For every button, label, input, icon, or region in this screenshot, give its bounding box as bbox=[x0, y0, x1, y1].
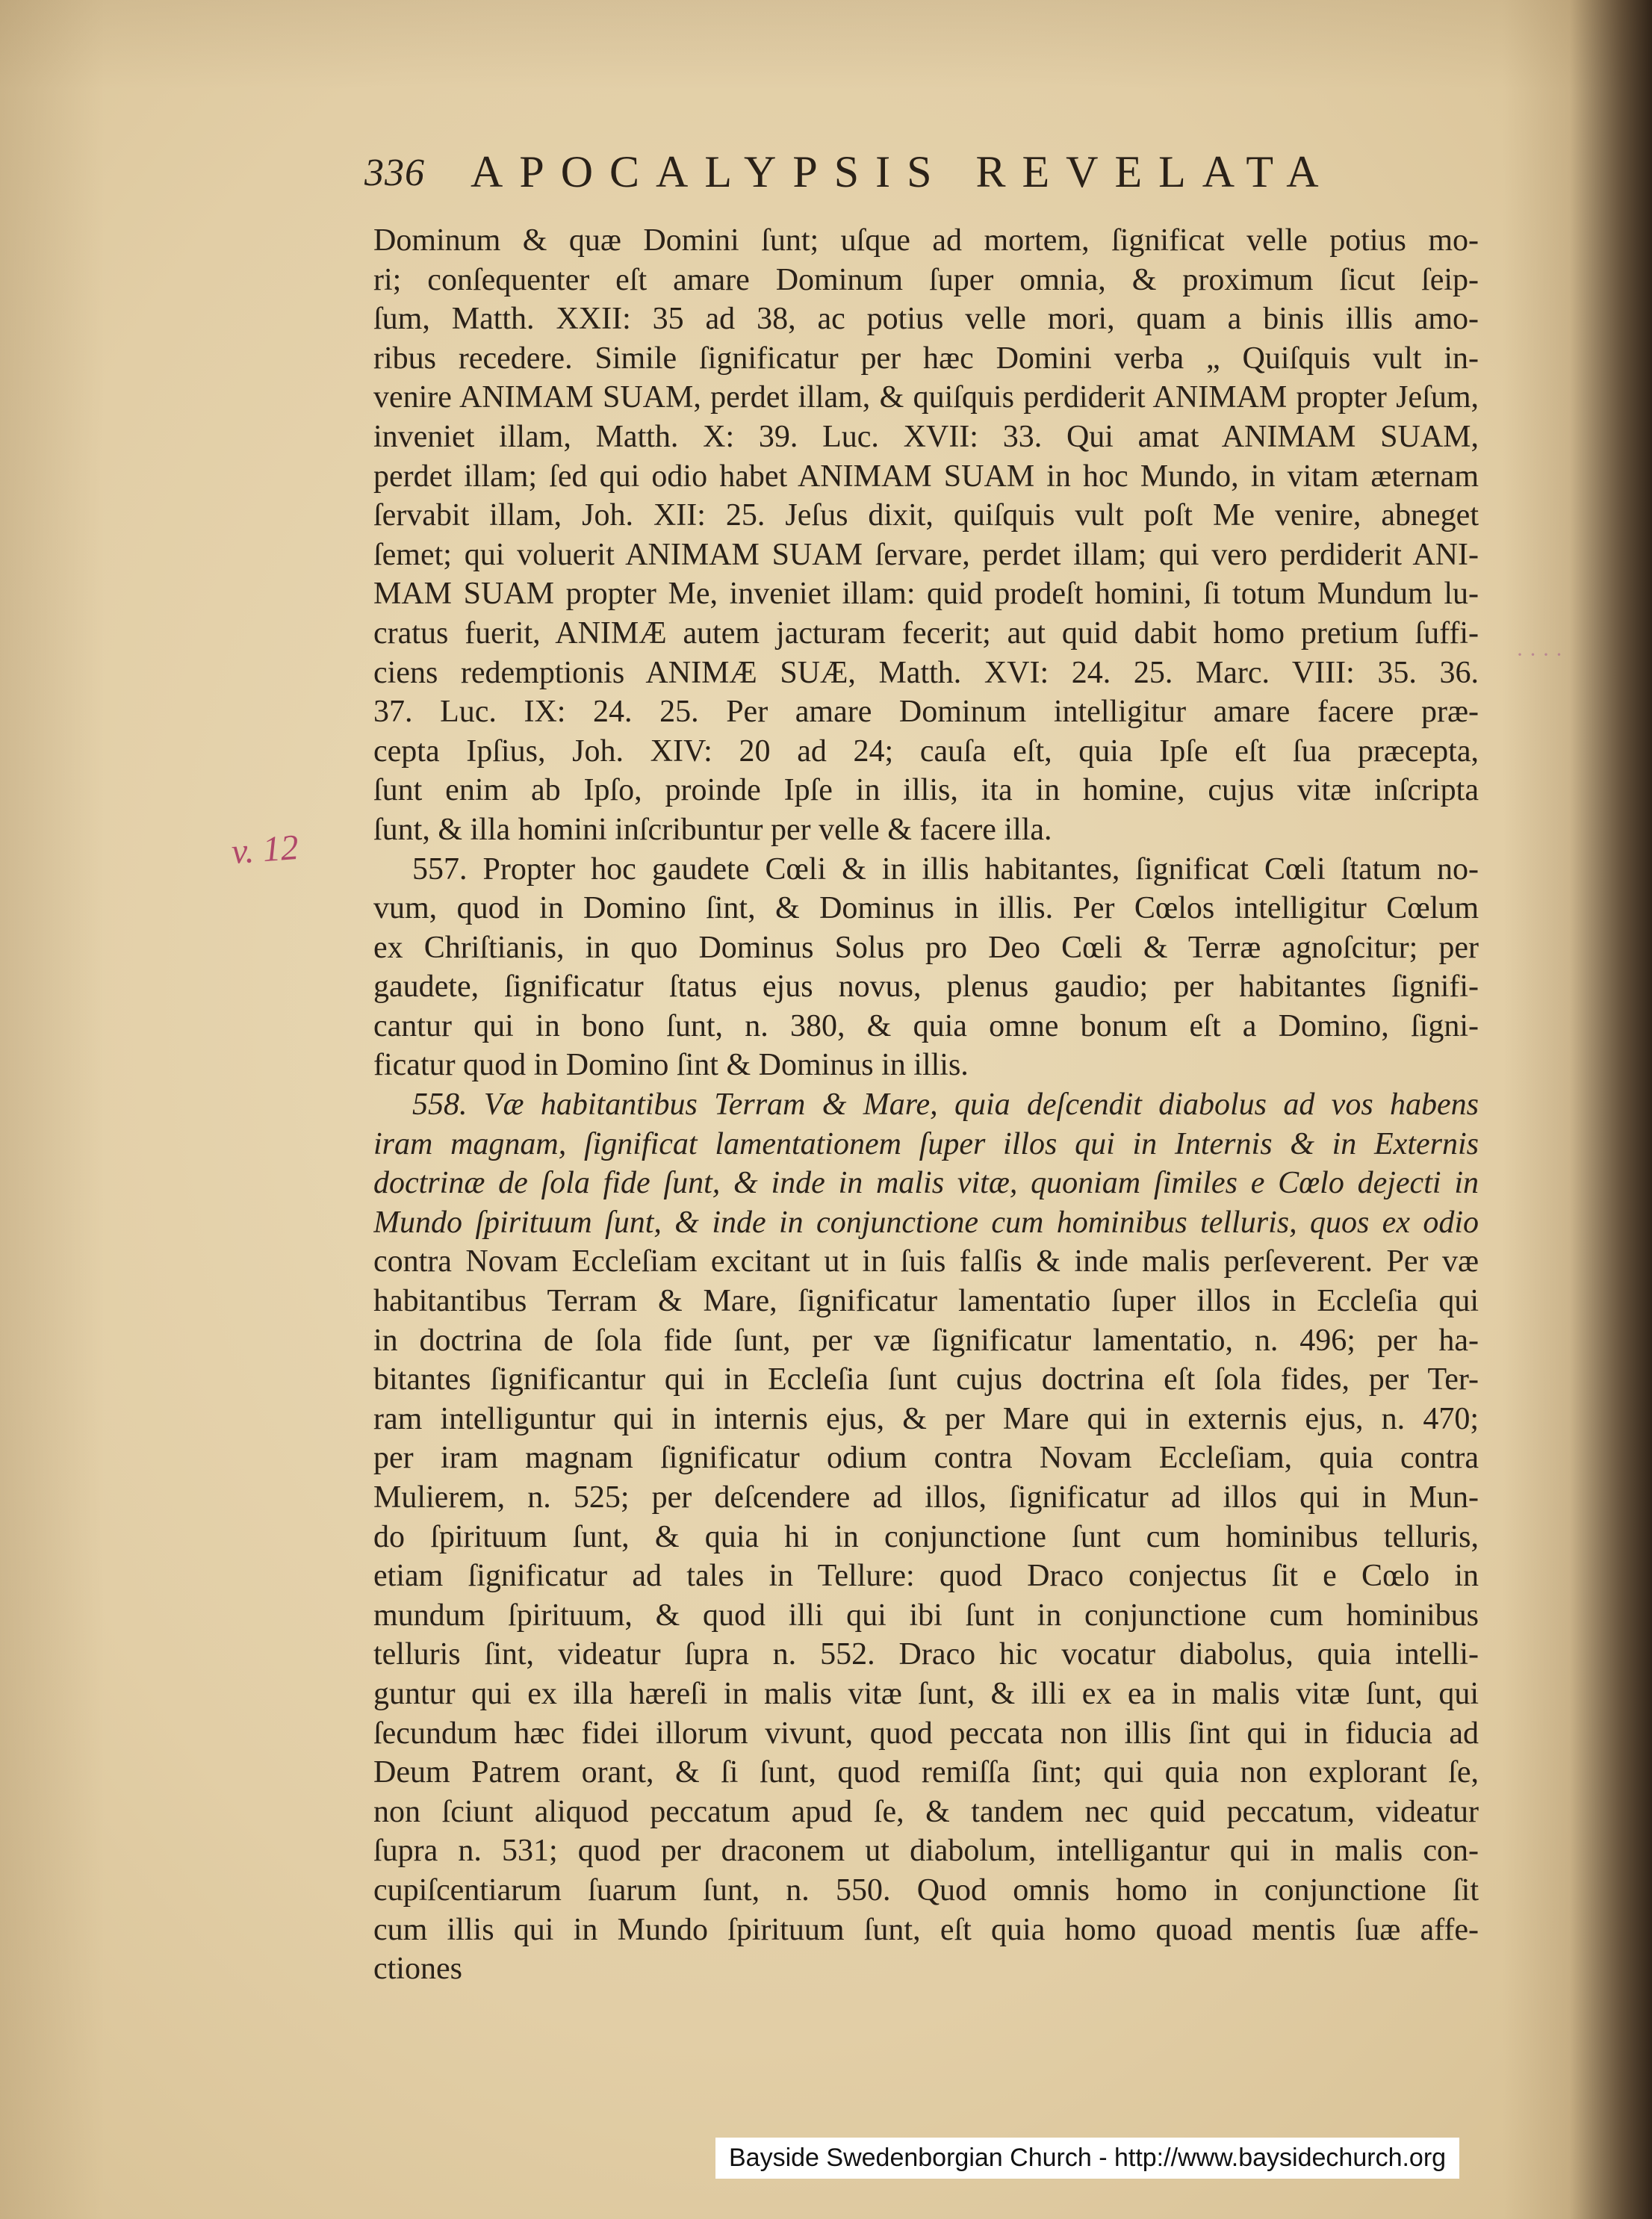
text-line: cratus fuerit, ANIMÆ autem jacturam fecerit; aut quid dabit homo pretium ſuffi- bbox=[373, 615, 1479, 651]
text-line: ſunt enim ab Ipſo, proinde Ipſe in illis, ita in homine, cujus vitæ inſcripta bbox=[373, 773, 1479, 808]
text-line: ſupra n. 531; quod per draconem ut diabolum, intelligantur qui in malis con- bbox=[373, 1834, 1479, 1869]
text-line: ri; conſequenter eſt amare Dominum ſuper omnia, & proximum ſicut ſeip- bbox=[373, 262, 1479, 297]
page-number: 336 bbox=[364, 152, 425, 194]
paragraph-558-start: 558. Væ habitantibus Terram & Mare, quia deſcendit diabolus ad vos habens bbox=[412, 1087, 1479, 1123]
text-line: ſecundum hæc fidei illorum vivunt, quod peccata non illis ſint qui in fiducia ad bbox=[373, 1716, 1479, 1751]
text-line: perdet illam; ſed qui odio habet ANIMAM SUAM in hoc Mundo, in vitam æternam bbox=[373, 459, 1479, 494]
text-line: ciens redemptionis ANIMÆ SUÆ, Matth. XVI: 24. 25. Marc. VIII: 35. 36. bbox=[373, 655, 1479, 690]
text-line: cantur qui in bono ſunt, n. 380, & quia omne bonum eſt a Domino, ſigni- bbox=[373, 1008, 1479, 1043]
text-line: etiam ſignificatur ad tales in Tellure: quod Draco conjectus ſit e Cœlo in bbox=[373, 1559, 1479, 1594]
body-text bbox=[373, 221, 1479, 2028]
text-line: habitantibus Terram & Mare, ſignificatur lamentatio ſuper illos in Eccleſia qui bbox=[373, 1284, 1479, 1319]
text-line: ram intelliguntur qui in internis ejus, & per Mare qui in externis ejus, n. 470; bbox=[373, 1401, 1479, 1436]
text-line: gaudete, ſignificatur ſtatus ejus novus, plenus gaudio; per habitantes ſignifi- bbox=[373, 969, 1479, 1005]
text-line: telluris ſint, videatur ſupra n. 552. Draco hic vocatur diabolus, quia intelli- bbox=[373, 1637, 1479, 1672]
text-line: bitantes ſignificantur qui in Eccleſia ſunt cujus doctrina eſt ſola fides, per Ter- bbox=[373, 1362, 1479, 1397]
text-line: guntur qui ex illa hæreſi in malis vitæ ſunt, & illi ex ea in malis vitæ ſunt, qui bbox=[373, 1676, 1479, 1711]
text-line: vum, quod in Domino ſint, & Dominus in illis. Per Cœlos intelligitur Cœlum bbox=[373, 891, 1479, 926]
handwritten-margin-note: v. 12 bbox=[230, 827, 300, 872]
text-line: Deum Patrem orant, & ſi ſunt, quod remiſſa ſint; qui quia non explorant ſe, bbox=[373, 1755, 1479, 1790]
text-line: cum illis qui in Mundo ſpirituum ſunt, eſt quia homo quoad mentis ſuæ affe- bbox=[373, 1912, 1479, 1947]
text-line: Dominum & quæ Domini ſunt; uſque ad mortem, ſignificat velle potius mo- bbox=[373, 223, 1479, 258]
footer-credit: Bayside Swedenborgian Church - http://www.baysidechurch.org bbox=[715, 2138, 1459, 2179]
text-line: cepta Ipſius, Joh. XIV: 20 ad 24; cauſa eſt, quia Ipſe eſt ſua præcepta, bbox=[373, 733, 1479, 769]
text-line: ſervabit illam, Joh. XII: 25. Jeſus dixit, quiſquis vult poſt Me venire, abneget bbox=[373, 498, 1479, 533]
paragraph-557-start: 557. Propter hoc gaudete Cœli & in illis habitantes, ſignificat Cœli ſtatum no- bbox=[412, 851, 1479, 887]
text-line: non ſciunt aliquod peccatum apud ſe, & tandem nec quid peccatum, videatur bbox=[373, 1794, 1479, 1829]
running-title: APOCALYPSIS REVELATA bbox=[471, 147, 1335, 196]
text-line: in doctrina de ſola fide ſunt, per væ ſignificatur lamentatio, n. 496; per ha- bbox=[373, 1323, 1479, 1358]
text-line: do ſpirituum ſunt, & quia hi in conjunctione ſunt cum hominibus telluris, bbox=[373, 1519, 1479, 1554]
marginal-ink-mark: · · · · bbox=[1516, 642, 1563, 667]
text-line: ſunt, & illa homini inſcribuntur per velle & facere illa. bbox=[373, 812, 1052, 847]
text-line: mundum ſpirituum, & quod illi qui ibi ſunt in conjunctione cum hominibus bbox=[373, 1598, 1479, 1633]
text-line: cupiſcentiarum ſuarum ſunt, n. 550. Quod omnis homo in conjunctione ſit bbox=[373, 1872, 1479, 1908]
catchword bbox=[373, 1989, 1479, 2029]
text-line: doctrinæ de ſola fide ſunt, & inde in malis vitæ, quoniam ſimiles e Cœlo dejecti in bbox=[373, 1166, 1479, 1201]
page-header bbox=[364, 146, 1425, 206]
text-line: ctiones bbox=[373, 1952, 462, 1987]
text-line: venire ANIMAM SUAM, perdet illam, & quiſquis perdiderit ANIMAM propter Jeſum, bbox=[373, 380, 1479, 415]
text-line: ficatur quod in Domino ſint & Dominus in illis. bbox=[373, 1048, 969, 1083]
text-line: inveniet illam, Matth. X: 39. Luc. XVII: 33. Qui amat ANIMAM SUAM, bbox=[373, 419, 1479, 454]
text-line: iram magnam, ſignificat lamentationem ſuper illos qui in Internis & in Externis bbox=[373, 1126, 1479, 1161]
text-line: ribus recedere. Simile ſignificatur per hæc Domini verba „ Quiſquis vult in- bbox=[373, 341, 1479, 376]
text-line: ex Chriſtianis, in quo Dominus Solus pro Deo Cœli & Terræ agnoſcitur; per bbox=[373, 930, 1479, 965]
text-line: Mulierem, n. 525; per deſcendere ad illos, ſignificatur ad illos qui in Mun- bbox=[373, 1480, 1479, 1515]
text-line: contra Novam Eccleſiam excitant ut in ſuis falſis & inde malis perſeverent. Per væ bbox=[373, 1244, 1479, 1279]
text-line: Mundo ſpirituum ſunt, & inde in conjunctione cum hominibus telluris, quos ex odio bbox=[373, 1205, 1479, 1240]
text-line: 37. Luc. IX: 24. 25. Per amare Dominum intelligitur amare facere præ- bbox=[373, 695, 1479, 730]
text-line: ſum, Matth. XXII: 35 ad 38, ac potius velle mori, quam a binis illis amo- bbox=[373, 302, 1479, 337]
text-line: MAM SUAM propter Me, inveniet illam: quid prodeſt homini, ſi totum Mundum lu- bbox=[373, 577, 1479, 612]
text-line: per iram magnam ſignificatur odium contra Novam Eccleſiam, quia contra bbox=[373, 1441, 1479, 1476]
text-line: ſemet; qui voluerit ANIMAM SUAM ſervare, perdet illam; qui vero perdiderit ANI- bbox=[373, 537, 1479, 572]
